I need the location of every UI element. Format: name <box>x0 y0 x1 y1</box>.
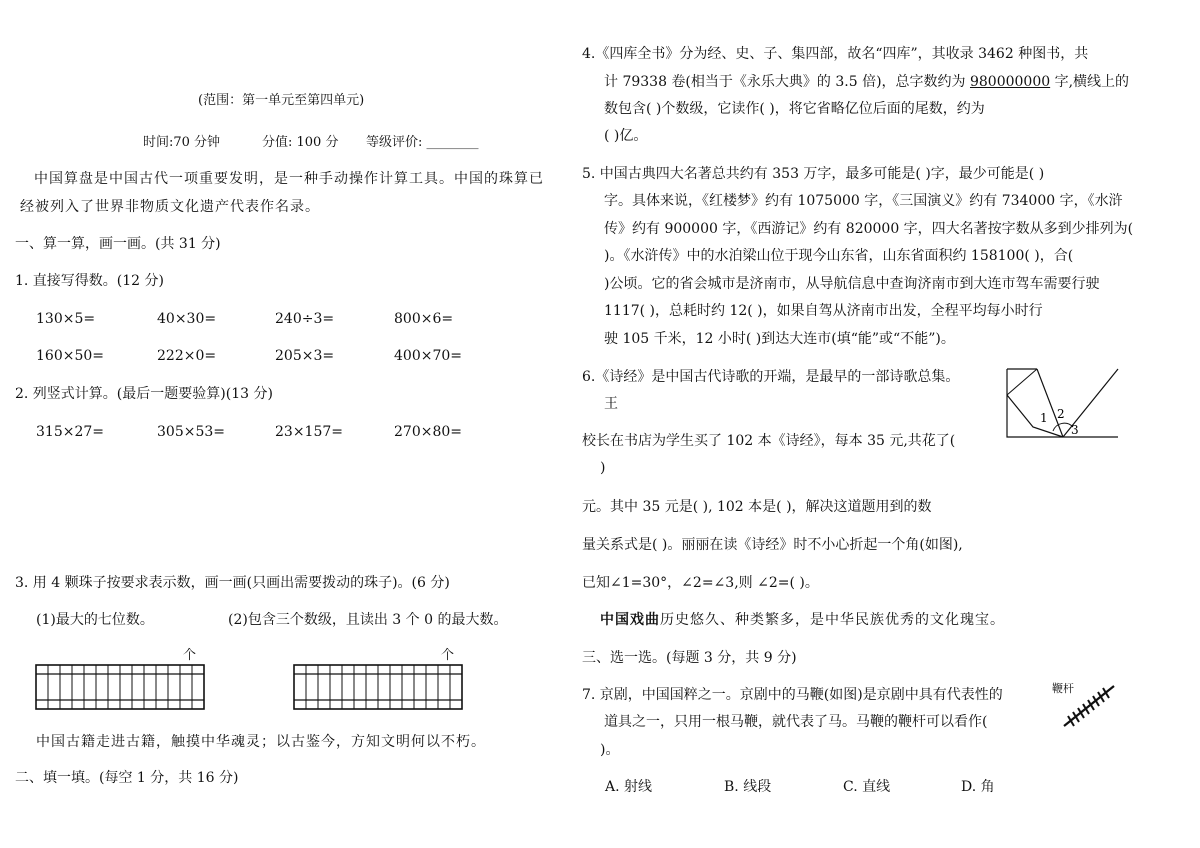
question-4-line2: 计 79338 卷(相当于《永乐大典》的 3.5 倍)，总字数约为 980000000 字,横线上的 <box>604 74 1130 90</box>
calc-item: 160×50= <box>36 348 104 364</box>
abacus-ones-label: 个 <box>183 648 197 663</box>
question-5-line2: 字。具体来说，《红楼梦》约有 1075000 字，《三国演义》约有 734000 字，《水浒 <box>604 193 1123 209</box>
intro-abacus-line1: 中国算盘是中国古代一项重要发明，是一种手动操作计算工具。中国的珠算已 <box>34 171 544 187</box>
question-6-line1: 6.《诗经》是中国古代诗歌的开端，是最早的一部诗歌总集。 <box>582 369 960 385</box>
exam-grade: 等级评价: ________ <box>366 135 479 150</box>
intro-classics: 中国古籍走进古籍，触摸中华魂灵；以古鉴今，方知文明何以不朽。 <box>36 734 486 750</box>
question-6-line4: ) <box>600 460 606 476</box>
intro-opera: 中国戏曲历史悠久、种类繁多，是中华民族优秀的文化瑰宝。 <box>600 612 1005 628</box>
vertical-calc-item: 305×53= <box>157 424 225 440</box>
question-4-line1: 4.《四库全书》分为经、史、子、集四部，故名“四库”，其收录 3462 种图书，共 <box>582 46 1089 62</box>
vertical-calc-item: 23×157= <box>275 424 343 440</box>
exam-scope: (范围：第一单元至第四单元) <box>198 93 365 108</box>
question-1-title: 1. 直接写得数。(12 分) <box>15 273 164 289</box>
question-5-line3: 传》约有 900000 字，《西游记》约有 820000 字，四大名著按字数从多到少排列为( <box>604 221 1134 237</box>
calc-item: 130×5= <box>36 311 96 327</box>
angle-1-label: 1 <box>1040 411 1048 425</box>
folded-angle-figure <box>1005 367 1120 439</box>
exam-score: 分值: 100 分 <box>262 135 339 150</box>
question-5-line6: 1117( )，总耗时约 12( )，如果自驾从济南市出发，全程平均每小时行 <box>604 303 1043 319</box>
vertical-calc-item: 270×80= <box>394 424 462 440</box>
calc-item: 800×6= <box>394 311 454 327</box>
question-5-line5: )公顷。它的省会城市是济南市，从导航信息中查询济南市到大连市驾车需要行驶 <box>604 276 1100 292</box>
question-7-line1: 7. 京剧，中国国粹之一。京剧中的马鞭(如图)是京剧中具有代表性的 <box>582 687 1003 703</box>
question-3-title: 3. 用 4 颗珠子按要求表示数，画一画(只画出需要拨动的珠子)。(6 分) <box>15 575 450 591</box>
question-6-line5: 元。其中 35 元是( ), 102 本是( )，解决这道题用到的数 <box>582 499 932 515</box>
question-4-line3: 数包含( )个数级，它读作( )，将它省略亿位后面的尾数，约为 <box>604 101 985 117</box>
question-6-line2: 王 <box>604 396 618 412</box>
section-3-title: 三、选一选。(每题 3 分，共 9 分) <box>582 650 797 666</box>
calc-item: 222×0= <box>157 348 217 364</box>
angle-2-label: 2 <box>1057 407 1065 421</box>
section-1-title: 一、算一算，画一画。(共 31 分) <box>15 236 221 252</box>
abacus-ones-label: 个 <box>441 648 455 663</box>
option-c[interactable]: C. 直线 <box>843 779 891 795</box>
question-6-line3: 校长在书店为学生买了 102 本《诗经》，每本 35 元,共花了( <box>582 433 956 449</box>
question-6-line7: 已知∠1=30°，∠2=∠3,则 ∠2=( )。 <box>582 575 819 591</box>
question-3a: (1)最大的七位数。 <box>36 612 154 628</box>
question-7-line3: )。 <box>600 742 620 758</box>
question-6-line6: 量关系式是( )。丽丽在读《诗经》时不小心折起一个角(如图), <box>582 537 963 553</box>
underlined-number: 980000000 <box>969 74 1051 90</box>
question-4-line4: ( )亿。 <box>604 128 648 144</box>
question-5-line7: 驶 105 千米，12 小时( )到达大连市(填“能”或“不能”)。 <box>604 331 955 347</box>
abacus-diagram-1[interactable] <box>35 664 205 710</box>
question-7-line2: 道具之一，只用一根马鞭，就代表了马。马鞭的鞭杆可以看作( <box>604 714 988 730</box>
calc-item: 400×70= <box>394 348 462 364</box>
calc-item: 205×3= <box>275 348 335 364</box>
question-5-line4: )。《水浒传》中的水泊梁山位于现今山东省，山东省面积约 158100( )，合( <box>604 248 1074 264</box>
question-5-line1: 5. 中国古典四大名著总共约有 353 万字，最多可能是( )字，最少可能是( ) <box>582 166 1045 182</box>
vertical-calc-item: 315×27= <box>36 424 104 440</box>
angle-3-label: 3 <box>1071 423 1079 437</box>
calc-item: 240÷3= <box>275 311 335 327</box>
option-a[interactable]: A. 射线 <box>605 779 653 795</box>
option-d[interactable]: D. 角 <box>961 779 995 795</box>
section-2-title: 二、填一填。(每空 1 分，共 16 分) <box>15 770 239 786</box>
intro-abacus-line2: 经被列入了世界非物质文化遗产代表作名录。 <box>20 199 320 215</box>
calc-item: 40×30= <box>157 311 217 327</box>
whip-label: 鞭杆 <box>1052 682 1074 695</box>
abacus-diagram-2[interactable] <box>293 664 463 710</box>
option-b[interactable]: B. 线段 <box>724 779 772 795</box>
question-3b: (2)包含三个数级，且读出 3 个 0 的最大数。 <box>228 612 508 628</box>
question-2-title: 2. 列竖式计算。(最后一题要验算)(13 分) <box>15 386 273 402</box>
exam-time: 时间:70 分钟 <box>143 135 221 150</box>
horse-whip-icon <box>1060 680 1120 730</box>
